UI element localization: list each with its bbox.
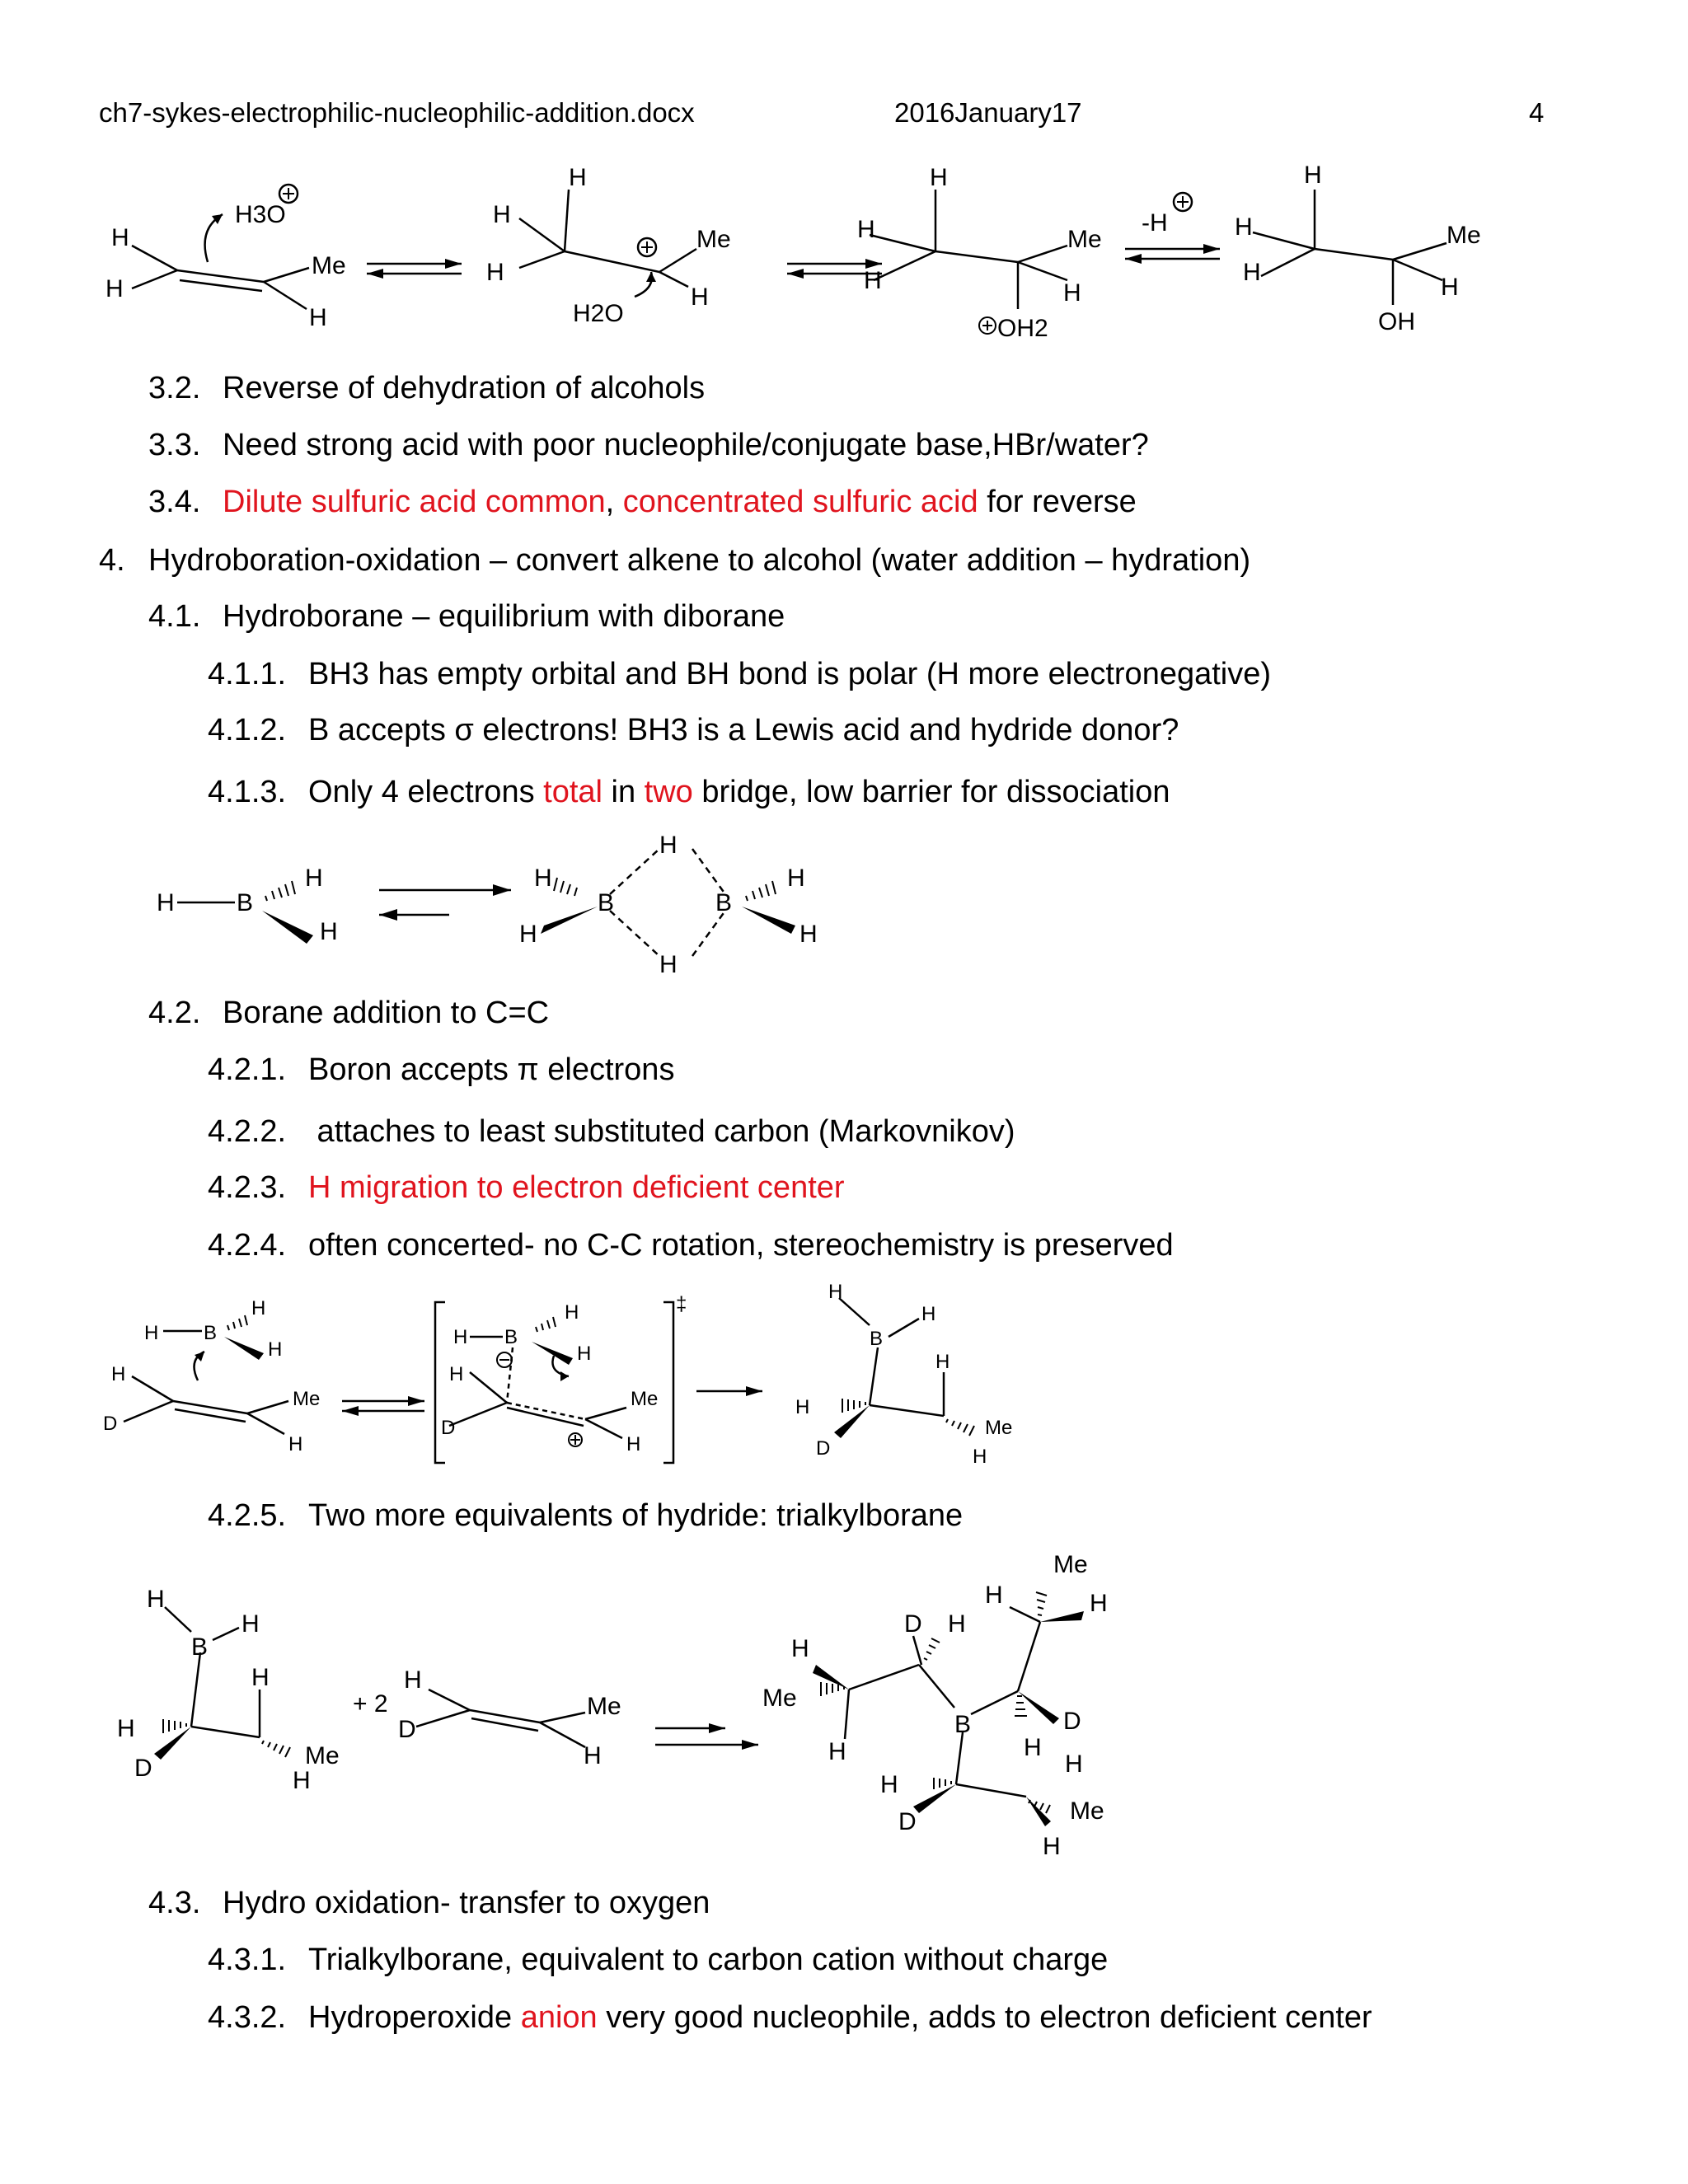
h-label: H (795, 1396, 810, 1418)
h-label: H (565, 1301, 579, 1324)
outline-item-4-2-3: 4.2.3. H migration to electron deficient center (208, 1170, 845, 1205)
deprotonation-label: -H (1142, 209, 1168, 237)
h-label: H (117, 1715, 135, 1742)
boron-label: B (237, 889, 254, 916)
h-label: H (626, 1433, 641, 1455)
outline-item-4-3: 4.3. Hydro oxidation- transfer to oxygen (148, 1886, 710, 1920)
h-label: H (584, 1742, 602, 1769)
h-label: H (320, 918, 338, 945)
outline-item-4-3-2: 4.3.2. Hydroperoxide anion very good nucleophile, adds to electron deficient center (208, 2000, 1372, 2035)
methyl-label: Me (587, 1693, 621, 1720)
hydroboration-transition-state-scheme (0, 1281, 1688, 1483)
hydroxyl-label: OH (1378, 308, 1415, 335)
outline-item-3-2: 3.2. Reverse of dehydration of alcohols (148, 371, 706, 405)
h-label: H (1441, 274, 1459, 301)
methyl-label: Me (1053, 1551, 1088, 1578)
h-label: H (880, 1771, 898, 1798)
h-label: H (251, 1297, 266, 1319)
outline-item-4-3-1: 4.3.1. Trialkylborane, equivalent to carbon cation without charge (208, 1943, 1109, 1977)
deuterium-label: D (898, 1808, 917, 1835)
boron-label: B (504, 1326, 518, 1348)
h-label: H (921, 1303, 936, 1325)
h-label: H (569, 164, 587, 191)
header-date: 2016January17 (894, 97, 1082, 128)
header-filename: ch7-sykes-electrophilic-nucleophilic-addition.docx (99, 97, 695, 128)
deuterium-label: D (904, 1610, 922, 1638)
deuterium-label: D (1063, 1708, 1081, 1735)
borane-diborane-equilibrium (0, 828, 1688, 985)
h-label: H (864, 267, 882, 294)
methyl-label: Me (1070, 1797, 1104, 1825)
bridging-h-label: H (659, 951, 678, 978)
h-label: H (1043, 1833, 1061, 1860)
h-label: H (486, 259, 504, 286)
outline-item-4-2-5: 4.2.5. Two more equivalents of hydride: trialkylborane (208, 1498, 964, 1533)
deuterium-label: D (398, 1716, 416, 1743)
methyl-label: Me (985, 1417, 1013, 1439)
h-label: H (1304, 162, 1322, 189)
outline-item-4: 4. Hydroboration-oxidation – convert alkene to alcohol (water addition – hydration) (99, 543, 1251, 578)
methyl-label: Me (293, 1388, 321, 1410)
outline-item-3-3: 3.3. Need strong acid with poor nucleophile/conjugate base,HBr/water? (148, 428, 1149, 462)
boron-label: B (204, 1322, 218, 1344)
h-label: H (453, 1326, 468, 1348)
outline-item-3-4: 3.4. Dilute sulfuric acid common, concentrated sulfuric acid for reverse (148, 485, 1137, 519)
h-label: H (828, 1738, 846, 1765)
hydronium-label: H3O (235, 201, 286, 228)
h-label: H (791, 1635, 809, 1662)
methyl-label: Me (696, 226, 731, 253)
deuterium-label: D (103, 1413, 118, 1435)
h-label: H (1063, 279, 1081, 307)
methyl-label: Me (762, 1685, 797, 1712)
methyl-label: Me (1067, 226, 1102, 253)
outline-item-4-2-1: 4.2.1. Boron accepts π electrons (208, 1052, 675, 1087)
outline-item-4-1: 4.1. Hydroborane – equilibrium with diborane (148, 599, 785, 634)
methyl-label: Me (305, 1742, 340, 1769)
h-label: H (1235, 213, 1253, 241)
h-label: H (691, 284, 709, 311)
h-label: H (268, 1338, 283, 1361)
h-label: H (519, 921, 537, 948)
h-label: H (787, 865, 805, 892)
h-label: H (577, 1343, 592, 1365)
boron-label: B (954, 1711, 972, 1738)
outline-item-4-2: 4.2. Borane addition to C=C (148, 996, 550, 1030)
h-label: H (828, 1281, 843, 1303)
h-label: H (293, 1767, 311, 1794)
h-label: H (106, 275, 124, 302)
boron-label: B (191, 1633, 209, 1661)
transition-state-symbol: ‡ (676, 1293, 687, 1315)
header-page-number: 4 (1529, 97, 1545, 128)
h-label: H (799, 921, 818, 948)
outline-item-4-1-1: 4.1.1. BH3 has empty orbital and BH bond is polar (H more electronegative) (208, 657, 1272, 691)
h-label: H (147, 1586, 165, 1613)
h-label: H (305, 865, 323, 892)
outline-item-4-2-2: 4.2.2. attaches to least substituted carbon (Markovnikov) (208, 1114, 1015, 1149)
h-label: H (1090, 1590, 1108, 1617)
outline-item-4-1-2: 4.1.2. B accepts σ electrons! BH3 is a Lewis acid and hydride donor? (208, 713, 1179, 748)
deuterium-label: D (134, 1755, 152, 1782)
methyl-label: Me (631, 1388, 659, 1410)
h-label: H (449, 1363, 464, 1385)
h-label: H (985, 1582, 1003, 1609)
water-label: H2O (573, 300, 624, 327)
boron-label: B (598, 889, 615, 916)
outline-item-4-1-3: 4.1.3. Only 4 electrons total in two bridge, low barrier for dissociation (208, 775, 1170, 809)
h-label: H (144, 1322, 159, 1344)
h-label: H (404, 1666, 422, 1694)
h-label: H (1065, 1750, 1083, 1778)
boron-label: B (870, 1328, 884, 1350)
bridging-h-label: H (659, 832, 678, 859)
h-label: H (157, 889, 175, 916)
h-label: H (288, 1433, 303, 1455)
deuterium-label: D (816, 1437, 831, 1460)
outline-item-4-2-4: 4.2.4. often concerted- no C-C rotation, stereochemistry is preserved (208, 1228, 1174, 1263)
h-label: H (241, 1610, 260, 1638)
h-label: H (948, 1610, 966, 1638)
trialkylborane-formation-scheme (0, 1549, 1688, 1863)
h-label: H (111, 224, 129, 251)
h-label: H (1024, 1734, 1042, 1761)
h-label: H (493, 201, 511, 228)
h-label: H (930, 164, 948, 191)
h-label: H (1243, 259, 1261, 286)
plus-two-label: + 2 (353, 1690, 388, 1718)
deuterium-label: D (441, 1417, 456, 1439)
boron-label: B (715, 889, 733, 916)
h-label: H (251, 1664, 270, 1691)
acid-hydration-scheme (0, 157, 1688, 371)
oxonium-label: OH2 (997, 315, 1048, 342)
methyl-label: Me (1447, 222, 1481, 249)
h-label: H (309, 304, 327, 331)
h-label: H (111, 1363, 126, 1385)
methyl-label: Me (312, 252, 346, 279)
h-label: H (857, 216, 875, 243)
h-label: H (935, 1351, 950, 1373)
h-label: H (973, 1446, 987, 1468)
h-label: H (534, 865, 552, 892)
